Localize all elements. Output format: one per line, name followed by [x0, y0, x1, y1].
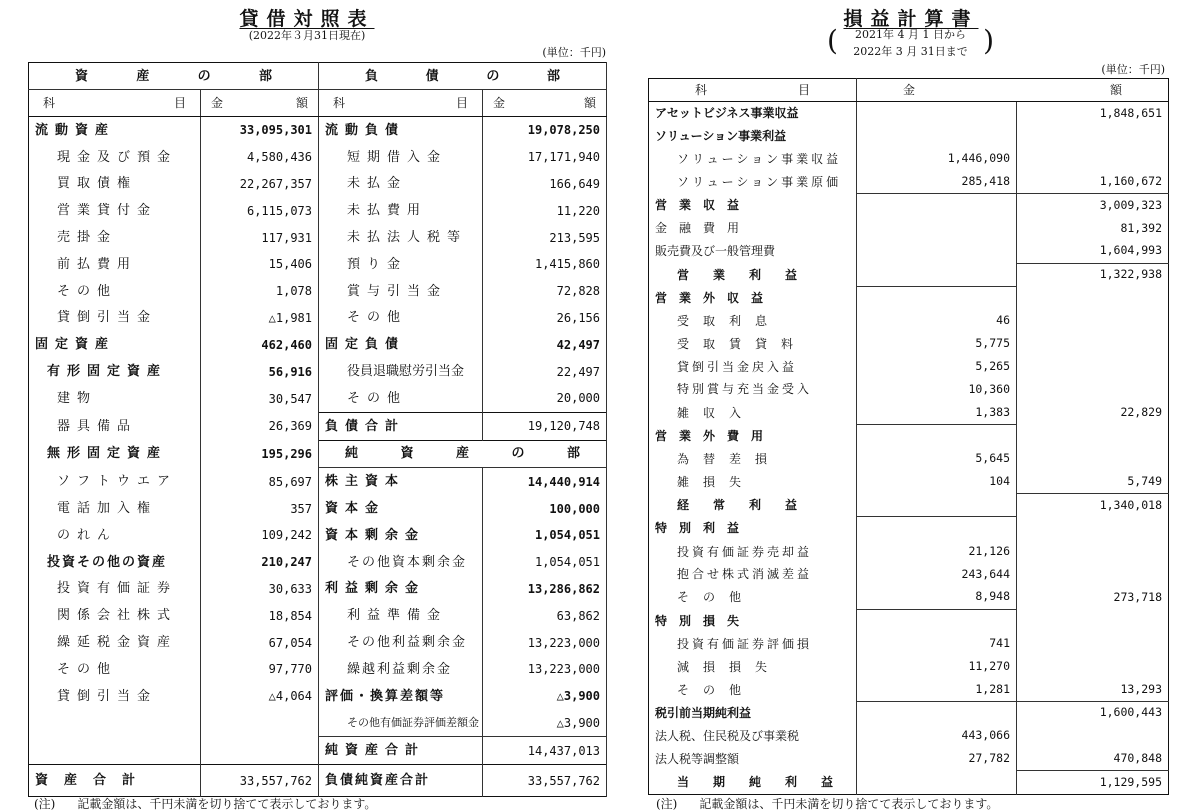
table-row — [29, 683, 607, 710]
table-row — [649, 355, 1169, 378]
asset-amount: △1,981 — [201, 305, 319, 332]
income-statement-note: (注) 記載金額は、千円未満を切り捨てて表示しております。 — [656, 797, 999, 811]
equity-section-header: 純 資 産 の 部 — [319, 440, 607, 468]
asset-label: 前払費用 — [29, 251, 201, 278]
liability-amount: 22,497 — [483, 358, 607, 385]
income-total-amount: 81,392 — [1120, 220, 1162, 235]
asset-amount: 15,406 — [201, 251, 319, 278]
asset-label: その他 — [29, 278, 201, 305]
liability-amount: 19,078,250 — [483, 117, 607, 144]
table-row — [29, 656, 607, 683]
income-item-label: 経常利益 — [649, 494, 857, 517]
income-total-amount: 1,600,443 — [1017, 701, 1169, 724]
income-item-label: 営業外費用 — [649, 424, 857, 447]
table-row — [29, 117, 607, 144]
asset-label: 建物 — [29, 385, 201, 412]
asset-label: 営業貸付金 — [29, 197, 201, 224]
income-item-label: 減損損失 — [649, 655, 857, 678]
asset-label: ソフトウエア — [29, 468, 201, 495]
liab-equity-total-label: 負債純資産合計 — [319, 765, 483, 797]
income-sub-amount — [857, 494, 1017, 517]
table-row — [649, 148, 1169, 171]
asset-amount: 210,247 — [201, 549, 319, 576]
liability-total-label: 負債合計 — [319, 412, 483, 440]
asset-label: 買取債権 — [29, 171, 201, 198]
table-row — [649, 240, 1169, 263]
table-row — [649, 378, 1169, 401]
income-total-amount: 1,160,672 — [1099, 174, 1162, 189]
liability-amount: 1,054,051 — [483, 549, 607, 576]
income-sub-amount — [857, 701, 1017, 724]
income-sub-amount: 21,126 — [857, 540, 1017, 563]
income-item-label: 投資有価証券評価損 — [649, 632, 857, 655]
column-header-row — [29, 90, 607, 117]
table-row — [649, 194, 1169, 217]
income-total-amount — [1017, 447, 1169, 470]
liability-amount: 17,171,940 — [483, 144, 607, 171]
section-header-row — [29, 63, 607, 90]
asset-amount: 195,296 — [201, 440, 319, 468]
table-row — [29, 224, 607, 251]
table-row — [29, 331, 607, 358]
col-header-amount: 金 額 — [483, 90, 607, 117]
income-statement-unit: (単位：千円) — [1101, 63, 1165, 76]
income-item-label: 税引前当期純利益 — [649, 701, 857, 724]
income-sub-amount — [857, 424, 1017, 447]
table-row — [29, 385, 607, 412]
column-header-row — [649, 79, 1169, 102]
asset-label: 貸倒引当金 — [29, 683, 201, 710]
income-item-label: 特別損失 — [649, 609, 857, 632]
table-row — [649, 102, 1169, 125]
table-row — [649, 447, 1169, 470]
liability-amount: 72,828 — [483, 278, 607, 305]
asset-label: 売掛金 — [29, 224, 201, 251]
table-row — [29, 576, 607, 603]
balance-sheet-table — [28, 62, 607, 797]
income-sub-amount: 1,383 — [857, 401, 1017, 424]
net-assets-total-amount: 14,437,013 — [483, 737, 607, 765]
table-row — [649, 332, 1169, 355]
income-total-amount: 1,129,595 — [1017, 771, 1169, 795]
table-row — [29, 468, 607, 495]
asset-amount: 18,854 — [201, 602, 319, 629]
liability-label: 利益剰余金 — [319, 576, 483, 603]
table-row — [649, 310, 1169, 333]
income-sub-amount — [857, 771, 1017, 795]
income-total-amount — [1017, 332, 1169, 355]
asset-label: のれん — [29, 522, 201, 549]
income-item-label: ソリューション事業収益 — [649, 148, 857, 171]
asset-label: 繰延税金資産 — [29, 629, 201, 656]
asset-label: 器具備品 — [29, 412, 201, 440]
asset-label: 有形固定資産 — [29, 358, 201, 385]
income-sub-amount: 8,948 — [857, 586, 1017, 609]
liability-amount: 1,054,051 — [483, 522, 607, 549]
liability-label: 預り金 — [319, 251, 483, 278]
table-row — [649, 701, 1169, 724]
income-sub-amount: 443,066 — [857, 725, 1017, 748]
liability-amount: △3,900 — [483, 710, 607, 737]
income-sub-amount: 5,265 — [857, 355, 1017, 378]
net-assets-total-label: 純資産合計 — [319, 737, 483, 765]
table-row — [649, 286, 1169, 309]
income-item-label: その他 — [649, 678, 857, 701]
liability-label: 賞与引当金 — [319, 278, 483, 305]
table-row — [649, 678, 1169, 701]
col-header-amount: 金 額 — [201, 90, 319, 117]
liability-amount: 42,497 — [483, 331, 607, 358]
liab-equity-total-amount: 33,557,762 — [483, 765, 607, 797]
income-total-amount: 5,749 — [1127, 473, 1162, 488]
table-row — [29, 629, 607, 656]
income-item-label: アセットビジネス事業収益 — [649, 102, 857, 125]
liability-amount: 100,000 — [483, 495, 607, 522]
income-total-amount — [1017, 125, 1169, 148]
liability-label: 固定負債 — [319, 331, 483, 358]
asset-amount: 357 — [201, 495, 319, 522]
income-item-label: ソリューション事業原価 — [649, 170, 857, 193]
liability-amount: 26,156 — [483, 305, 607, 332]
balance-sheet-note: (注) 記載金額は、千円未満を切り捨てて表示しております。 — [34, 797, 377, 811]
table-row — [29, 412, 607, 440]
income-total-amount: 1,340,018 — [1017, 494, 1169, 517]
income-item-label: 貸倒引当金戻入益 — [649, 355, 857, 378]
income-item-label: 雑収入 — [649, 401, 857, 424]
asset-label: 固定資産 — [29, 331, 201, 358]
income-sub-amount: 243,644 — [857, 563, 1017, 586]
income-total-amount — [1017, 725, 1169, 748]
income-total-amount: 22,829 — [1120, 404, 1162, 419]
table-row — [649, 586, 1169, 609]
liability-amount: △3,900 — [483, 683, 607, 710]
income-total-amount: 1,322,938 — [1017, 263, 1169, 286]
liability-amount: 14,440,914 — [483, 468, 607, 495]
income-sub-amount — [857, 286, 1017, 309]
income-sub-amount: 1,446,090 — [857, 148, 1017, 171]
income-total-amount: 1,604,993 — [1099, 243, 1162, 258]
income-total-amount: 1,848,651 — [1099, 105, 1162, 120]
asset-label: その他 — [29, 656, 201, 683]
asset-label: 投資有価証券 — [29, 576, 201, 603]
table-row — [29, 440, 607, 468]
table-row — [649, 563, 1169, 586]
table-row — [649, 263, 1169, 286]
income-statement-title: 損益計算書 — [843, 8, 979, 30]
table-row — [29, 278, 607, 305]
liability-label: 役員退職慰労引当金 — [319, 358, 483, 385]
table-row — [649, 609, 1169, 632]
income-sub-amount: 11,270 — [857, 655, 1017, 678]
table-row — [649, 424, 1169, 447]
asset-label: 流動資産 — [29, 117, 201, 144]
table-row — [29, 549, 607, 576]
income-total-amount — [1017, 609, 1169, 632]
income-item-label: 投資有価証券売却益 — [649, 540, 857, 563]
income-sub-amount — [857, 125, 1017, 148]
income-total-amount — [1017, 355, 1169, 378]
income-item-label: 受取賃貸料 — [649, 332, 857, 355]
col-header-item: 科 目 — [649, 79, 857, 102]
income-total-amount: 273,718 — [1113, 589, 1162, 604]
income-item-label: 抱合せ株式消滅差益 — [649, 563, 857, 586]
income-statement-period: ( 2021年 4 月 1 日から 2022年 3 月 31日まで ) — [827, 24, 994, 59]
table-row — [29, 710, 607, 737]
income-sub-amount: 5,645 — [857, 447, 1017, 470]
asset-amount: 85,697 — [201, 468, 319, 495]
income-total-amount — [1017, 517, 1169, 540]
income-total-amount — [1017, 148, 1169, 171]
asset-amount: 56,916 — [201, 358, 319, 385]
income-total-amount: 3,009,323 — [1017, 194, 1169, 217]
liability-label: 未払費用 — [319, 197, 483, 224]
table-row — [29, 522, 607, 549]
liability-label: 資本金 — [319, 495, 483, 522]
income-item-label: その他 — [649, 586, 857, 609]
col-header-item: 科 目 — [319, 90, 483, 117]
liability-amount: 13,286,862 — [483, 576, 607, 603]
income-sub-amount — [857, 194, 1017, 217]
income-sub-amount: 285,418 — [857, 170, 1017, 193]
liability-amount: 166,649 — [483, 171, 607, 198]
asset-amount: 67,054 — [201, 629, 319, 656]
asset-amount: 4,580,436 — [201, 144, 319, 171]
table-row — [29, 171, 607, 198]
table-row — [649, 401, 1169, 424]
asset-amount: 33,095,301 — [201, 117, 319, 144]
asset-label: 貸倒引当金 — [29, 305, 201, 332]
liabilities-section-header: 負 債 の 部 — [319, 63, 607, 90]
table-row — [29, 358, 607, 385]
table-row — [29, 495, 607, 522]
assets-total-label: 資産合計 — [29, 765, 201, 797]
income-item-label: 法人税、住民税及び事業税 — [649, 725, 857, 748]
table-row — [29, 305, 607, 332]
liability-label: 流動負債 — [319, 117, 483, 144]
table-row — [649, 771, 1169, 795]
table-row — [649, 517, 1169, 540]
income-total-amount — [1017, 540, 1169, 563]
assets-section-header: 資 産 の 部 — [29, 63, 319, 90]
balance-sheet-date: (2022年３月31日現在) — [248, 29, 366, 42]
asset-amount: 1,078 — [201, 278, 319, 305]
table-row — [29, 197, 607, 224]
income-sub-amount — [857, 263, 1017, 286]
liability-amount: 213,595 — [483, 224, 607, 251]
income-total-amount — [1017, 310, 1169, 333]
income-total-amount — [1017, 424, 1169, 447]
asset-amount: 109,242 — [201, 522, 319, 549]
table-row — [649, 632, 1169, 655]
table-row — [29, 602, 607, 629]
income-sub-amount: 104 — [857, 470, 1017, 493]
income-sub-amount: 27,782 — [857, 747, 1017, 770]
income-item-label: 法人税等調整額 — [649, 747, 857, 770]
income-sub-amount — [857, 240, 1017, 263]
income-item-label: 販売費及び一般管理費 — [649, 240, 857, 263]
asset-amount: 30,633 — [201, 576, 319, 603]
liability-total-amount: 19,120,748 — [483, 412, 607, 440]
liability-label: 繰越利益剰余金 — [319, 656, 483, 683]
liability-label: 短期借入金 — [319, 144, 483, 171]
col-header-amount: 金 額 — [857, 79, 1169, 102]
income-item-label: 受取利息 — [649, 310, 857, 333]
table-row — [649, 725, 1169, 748]
asset-amount: 462,460 — [201, 331, 319, 358]
income-sub-amount: 741 — [857, 632, 1017, 655]
liability-label: 評価・換算差額等 — [319, 683, 483, 710]
income-statement-table — [648, 78, 1169, 795]
liability-label: その他有価証券評価差額金 — [319, 710, 483, 737]
assets-total-amount: 33,557,762 — [201, 765, 319, 797]
table-row — [649, 470, 1169, 493]
liability-label: その他 — [319, 305, 483, 332]
income-total-amount: 470,848 — [1113, 750, 1162, 765]
balance-sheet-unit: (単位：千円) — [542, 46, 606, 59]
asset-label: 現金及び預金 — [29, 144, 201, 171]
table-row — [29, 737, 607, 765]
table-row — [649, 747, 1169, 770]
total-row — [29, 765, 607, 797]
income-total-amount — [1017, 378, 1169, 401]
income-item-label: ソリューション事業利益 — [649, 125, 857, 148]
income-total-amount — [1017, 286, 1169, 309]
income-item-label: 営業収益 — [649, 194, 857, 217]
asset-amount: 26,369 — [201, 412, 319, 440]
table-row — [29, 251, 607, 278]
col-header-item: 科 目 — [29, 90, 201, 117]
liability-label: その他 — [319, 385, 483, 412]
liability-amount: 13,223,000 — [483, 656, 607, 683]
table-row — [649, 125, 1169, 148]
income-sub-amount — [857, 517, 1017, 540]
asset-amount: △4,064 — [201, 683, 319, 710]
liability-label: 利益準備金 — [319, 602, 483, 629]
income-sub-amount — [857, 609, 1017, 632]
income-item-label: 当期純利益 — [649, 771, 857, 795]
asset-amount: 117,931 — [201, 224, 319, 251]
income-total-amount — [1017, 563, 1169, 586]
balance-sheet-title: 貸借対照表 — [239, 8, 375, 30]
income-sub-amount: 1,281 — [857, 678, 1017, 701]
income-item-label: 営業外収益 — [649, 286, 857, 309]
liability-label: 株主資本 — [319, 468, 483, 495]
liability-label: その他資本剰余金 — [319, 549, 483, 576]
asset-amount: 30,547 — [201, 385, 319, 412]
income-item-label: 雑損失 — [649, 470, 857, 493]
asset-label: 投資その他の資産 — [29, 549, 201, 576]
income-sub-amount: 46 — [857, 310, 1017, 333]
income-item-label: 特別利益 — [649, 517, 857, 540]
income-item-label: 為替差損 — [649, 447, 857, 470]
income-sub-amount — [857, 217, 1017, 240]
table-row — [649, 170, 1169, 193]
liability-amount: 1,415,860 — [483, 251, 607, 278]
liability-amount: 13,223,000 — [483, 629, 607, 656]
asset-amount: 22,267,357 — [201, 171, 319, 198]
table-row — [649, 217, 1169, 240]
income-sub-amount — [857, 102, 1017, 125]
liability-amount: 20,000 — [483, 385, 607, 412]
liability-label: その他利益剰余金 — [319, 629, 483, 656]
liability-label: 未払金 — [319, 171, 483, 198]
income-total-amount — [1017, 655, 1169, 678]
asset-label: 電話加入権 — [29, 495, 201, 522]
table-row — [649, 655, 1169, 678]
income-total-amount: 13,293 — [1120, 681, 1162, 696]
asset-label: 無形固定資産 — [29, 440, 201, 468]
income-item-label: 金融費用 — [649, 217, 857, 240]
income-sub-amount: 5,775 — [857, 332, 1017, 355]
table-row — [29, 144, 607, 171]
liability-label: 未払法人税等 — [319, 224, 483, 251]
income-sub-amount: 10,360 — [857, 378, 1017, 401]
asset-amount: 6,115,073 — [201, 197, 319, 224]
liability-label: 資本剰余金 — [319, 522, 483, 549]
table-row — [649, 540, 1169, 563]
liability-amount: 11,220 — [483, 197, 607, 224]
asset-label: 関係会社株式 — [29, 602, 201, 629]
income-total-amount — [1017, 632, 1169, 655]
income-item-label: 特別賞与充当金受入 — [649, 378, 857, 401]
income-item-label: 営業利益 — [649, 263, 857, 286]
liability-amount: 63,862 — [483, 602, 607, 629]
asset-amount: 97,770 — [201, 656, 319, 683]
table-row — [649, 494, 1169, 517]
